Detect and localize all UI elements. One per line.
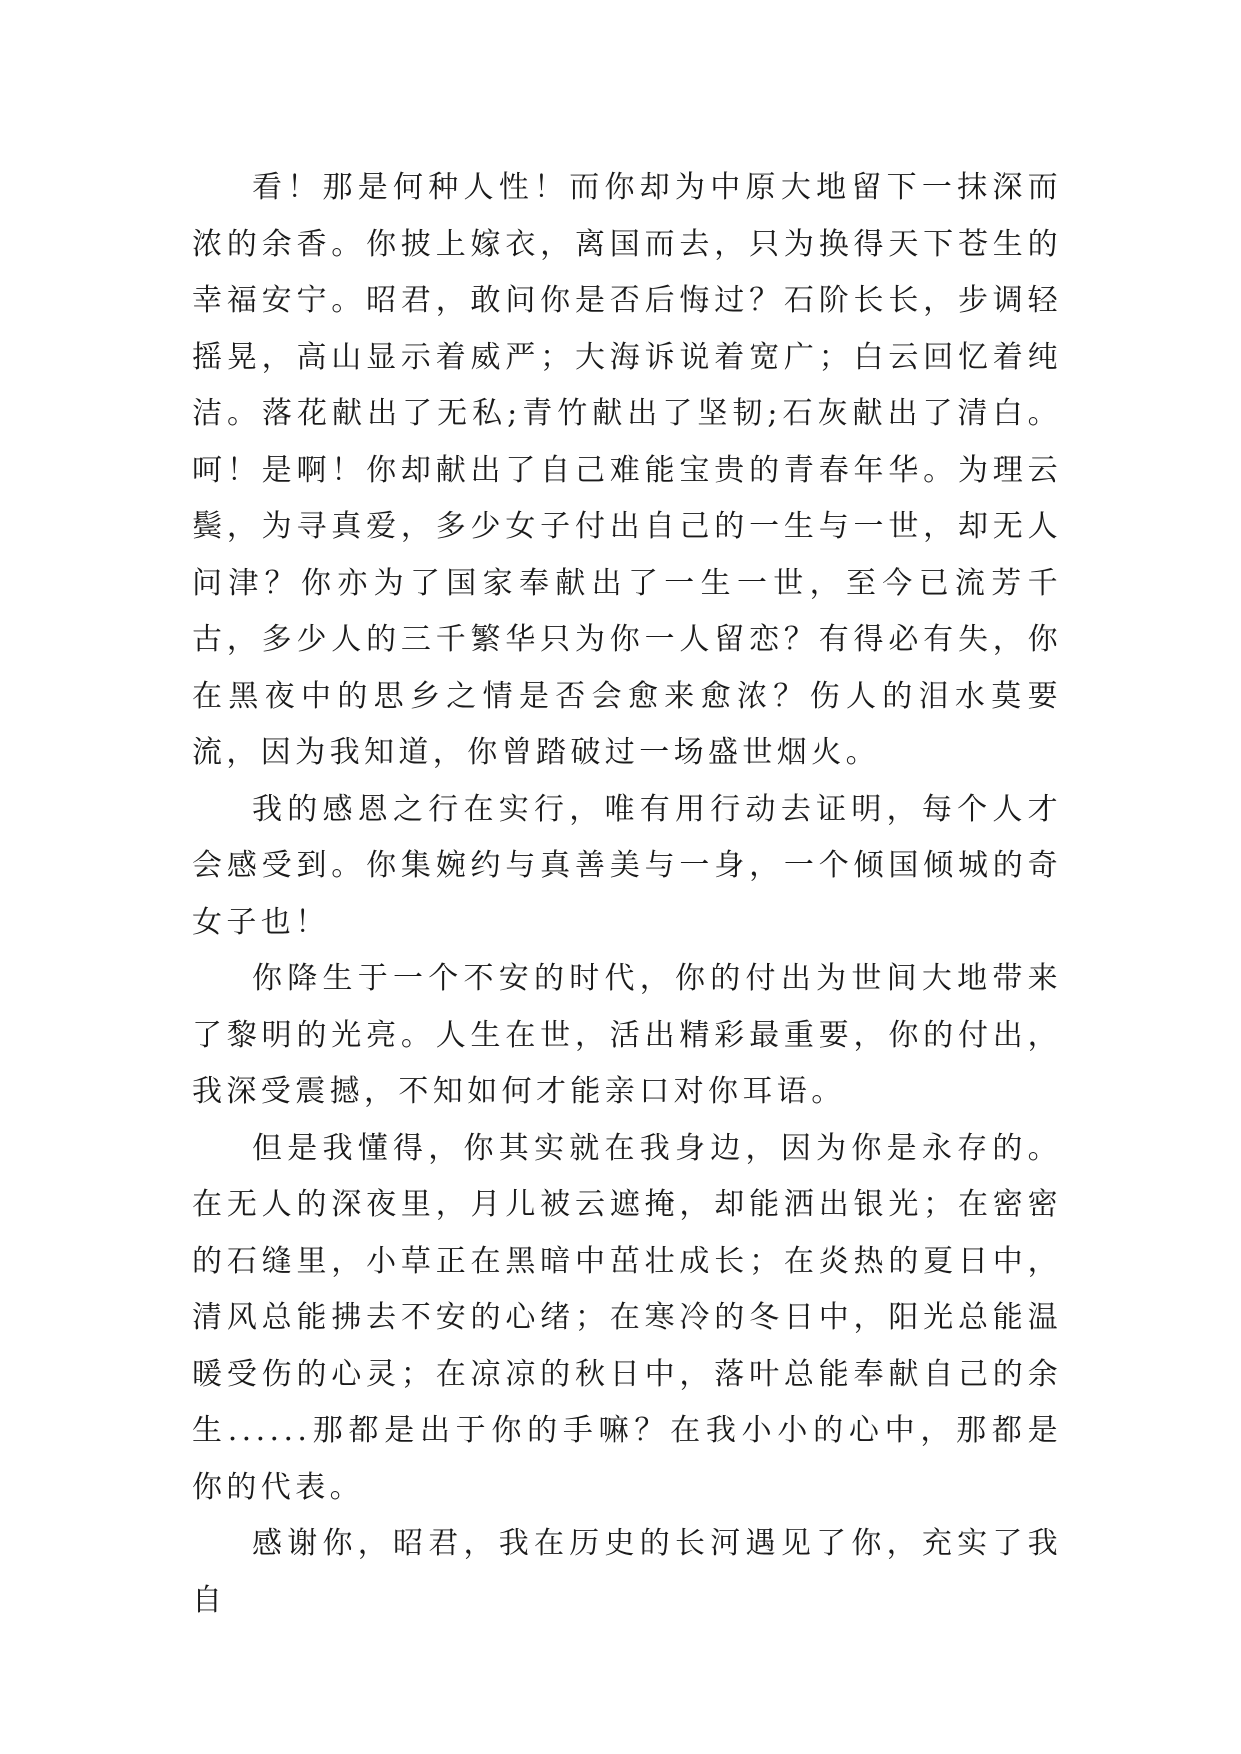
paragraph-2: 我的感恩之行在实行，唯有用行动去证明，每个人才会感受到。你集婉约与真善美与一身，一个倾国倾城的奇女子也！	[192, 791, 1062, 940]
paragraph-1: 看！那是何种人性！而你却为中原大地留下一抹深而浓的余香。你披上嫁衣，离国而去，只为换得天下苍生的幸福安宁。昭君，敢问你是否后悔过？石阶长长，步调轻摇晃，高山显示着威严；大海诉说着宽广；白云回忆着纯洁。落花献出了无私;青竹献出了坚韧;石灰献出了清白。呵！是啊！你却献出了自己难能宝贵的青春年华。为理云鬓，为寻真爱，多少女子付出自己的一生与一世，却无人问津？你亦为了国家奉献出了一生一世，至今已流芳千古，多少人的三千繁华只为你一人留恋？有得必有失，你在黑夜中的思乡之情是否会愈来愈浓？伤人的泪水莫要流，因为我知道，你曾踏破过一场盛世烟火。	[192, 170, 1062, 770]
paragraph-5: 感谢你，昭君，我在历史的长河遇见了你，充实了我自	[192, 1526, 1062, 1618]
paragraph-3: 你降生于一个不安的时代，你的付出为世间大地带来了黎明的光亮。人生在世，活出精彩最重要，你的付出，我深受震撼，不知如何才能亲口对你耳语。	[192, 961, 1062, 1109]
paragraph-4: 但是我懂得，你其实就在我身边，因为你是永存的。在无人的深夜里，月儿被云遮掩，却能洒出银光；在密密的石缝里，小草正在黑暗中茁壮成长；在炎热的夏日中，清风总能拂去不安的心绪；在寒冷的冬日中，阳光总能温暖受伤的心灵；在凉凉的秋日中，落叶总能奉献自己的余生......那都是出于你的手嘛？在我小小的心中，那都是你的代表。	[192, 1130, 1062, 1505]
body-text	[192, 160, 1062, 1629]
